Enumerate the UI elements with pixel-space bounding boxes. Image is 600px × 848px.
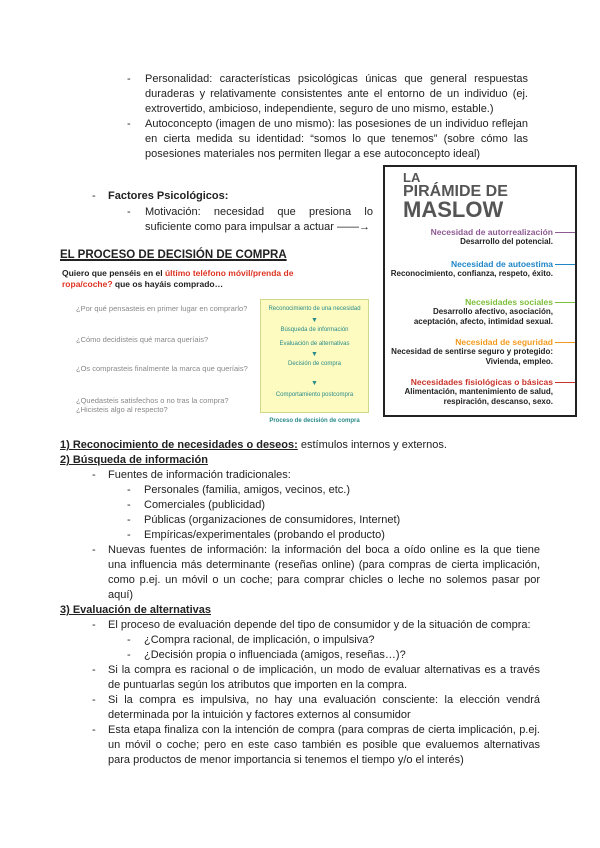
evaluation-text: Si la compra es impulsiva, no hay una evaluación consciente: la elección vendrá determinada por la intuición y factores externos al consumidor [108, 694, 540, 721]
level-title: Necesidad de autorrealización [430, 227, 553, 237]
arrow-down-icon: ▼ [311, 351, 318, 358]
section-3-title: 3) Evaluación de alternativas [60, 604, 212, 616]
process-step: Comportamiento postcompra [275, 392, 354, 398]
maslow-level [389, 227, 553, 247]
maslow-title-piramide: PIRÁMIDE DE [403, 183, 508, 200]
bullet-dash: - [92, 469, 96, 481]
arrow-down-icon: ▼ [311, 380, 318, 387]
maslow-pyramid-image [383, 165, 577, 417]
level-title: Necesidad de seguridad [455, 337, 553, 347]
slide-intro-end: que os hayáis comprado… [112, 279, 224, 289]
level-tick [555, 342, 575, 343]
level-title: Necesidades sociales [465, 297, 553, 307]
bullet-dash: - [127, 514, 131, 526]
source-item: Personales (familia, amigos, vecinos, etc.) [144, 484, 351, 496]
slide-question: ¿Quedasteis satisfechos o no tras la compra? ¿Hicisteis algo al respecto? [76, 396, 229, 414]
slide-intro: Quiero que penséis en el [62, 268, 165, 278]
bullet-dash: - [127, 634, 131, 646]
level-desc: Desarrollo afectivo, asociación, aceptación, afecto, intimidad sexual. [413, 307, 553, 326]
psych-factors-title: Factores Psicológicos: [108, 190, 229, 202]
evaluation-text: Esta etapa finaliza con la intención de compra (para compras de cierta implicación, p.ej. un móvil o coche; pero en este caso también es posible que evaluemos alternativas para productos de menor importancia si tenemos el tiempo y/o el interés) [108, 724, 540, 766]
bullet-dash: - [127, 118, 131, 130]
section-1-title: 1) Reconocimiento de necesidades o deseos: [60, 439, 298, 451]
slide-question: ¿Os comprasteis finalmente la marca que queríais? [76, 364, 248, 373]
bullet-dash: - [127, 73, 131, 85]
section-1-text: estímulos internos y externos. [297, 439, 447, 451]
level-desc: Reconocimiento, confianza, respeto, éxito. [390, 269, 553, 278]
bullet-dash: - [127, 499, 131, 511]
personality-bullet: Personalidad: características psicológicas únicas que general respuestas duraderas y relativamente consistentes ante el entorno de un individuo (ej. extrovertido, ambicioso, independiente, seguro de uno mismo, estable.) [145, 73, 528, 115]
process-step: Decisión de compra [287, 361, 342, 367]
slide-intro-highlight: último teléfono móvil/prenda de ropa/coche? [62, 268, 294, 289]
evaluation-subitem: ¿Decisión propia o influenciada (amigos, reseñas…)? [144, 649, 406, 661]
selfconcept-bullet [145, 117, 528, 162]
process-step: Búsqueda de información [280, 327, 349, 333]
section-2-title: 2) Búsqueda de información [60, 454, 208, 466]
level-tick [555, 264, 575, 265]
source-item: Comerciales (publicidad) [144, 499, 266, 511]
bullet-dash: - [127, 649, 131, 661]
process-step: Evaluación de alternativas [279, 341, 350, 347]
level-desc: Necesidad de sentirse seguro y protegido: Vivienda, empleo. [391, 347, 553, 366]
decision-process-slide [62, 268, 374, 423]
level-tick [555, 382, 575, 383]
level-tick [555, 232, 575, 233]
maslow-level [389, 377, 553, 407]
selfconcept-text: Autoconcepto (imagen de uno mismo): las posesiones de un individuo reflejan en cierta medida su identidad: “somos lo que tenemos” (sobre cómo las posesiones materiales nos permiten llegar a ese autoconcepto ideal) [145, 118, 528, 160]
maslow-title-la: LA [403, 170, 421, 185]
level-tick [555, 302, 575, 303]
sources-label: Fuentes de información tradicionales: [108, 469, 291, 481]
level-desc: Desarrollo del potencial. [460, 237, 553, 246]
source-item: Públicas (organizaciones de consumidores, Internet) [144, 514, 401, 526]
evaluation-text: Si la compra es racional o de implicación, un modo de evaluar alternativas es a través de puntuarlas según los atributos que importen en la compra. [108, 664, 540, 691]
maslow-level [389, 259, 553, 279]
evaluation-subitem: ¿Compra racional, de implicación, o impulsiva? [144, 634, 375, 646]
bullet-dash: - [92, 190, 96, 202]
section-1 [60, 438, 540, 453]
level-title: Necesidad de autoestima [450, 259, 553, 269]
slide-caption: Proceso de decisión de compra [269, 418, 360, 424]
maslow-level [389, 337, 553, 367]
process-step: Reconocimiento de una necesidad [268, 306, 361, 312]
arrow-down-icon: ▼ [311, 317, 318, 324]
slide-question: ¿Por qué pensasteis en primer lugar en comprarlo? [76, 304, 248, 313]
motivation-bullet: Motivación: necesidad que presiona lo suficiente como para impulsar a actuar ——→ [145, 206, 373, 233]
process-steps-box [260, 299, 369, 413]
level-title: Necesidades fisiológicas o básicas [410, 377, 553, 387]
section-title: EL PROCESO DE DECISIÓN DE COMPRA [60, 249, 287, 261]
bullet-dash: - [92, 544, 96, 556]
bullet-dash: - [92, 619, 96, 631]
maslow-title-maslow: MASLOW [403, 197, 504, 222]
bullet-dash: - [127, 529, 131, 541]
evaluation-text: El proceso de evaluación depende del tipo de consumidor y de la situación de compra: [108, 619, 531, 631]
bullet-dash: - [92, 664, 96, 676]
bullet-dash: - [92, 724, 96, 736]
source-item: Empíricas/experimentales (probando el producto) [144, 529, 385, 541]
maslow-level [389, 297, 553, 327]
bullet-dash: - [92, 694, 96, 706]
bullet-dash: - [127, 206, 131, 218]
slide-question: ¿Cómo decidisteis qué marca queríais? [76, 335, 209, 344]
bullet-dash: - [127, 484, 131, 496]
new-sources-text: Nuevas fuentes de información: la información del boca a oído online es la que tiene una influencia más determinante (reseñas online) (para compras de cierta implicación, como p.ej. un móvil o un coche; para comprar chicles o leche no solemos pasar por aquí) [108, 544, 540, 601]
level-desc: Alimentación, mantenimiento de salud, respiración, descanso, sexo. [404, 387, 553, 406]
